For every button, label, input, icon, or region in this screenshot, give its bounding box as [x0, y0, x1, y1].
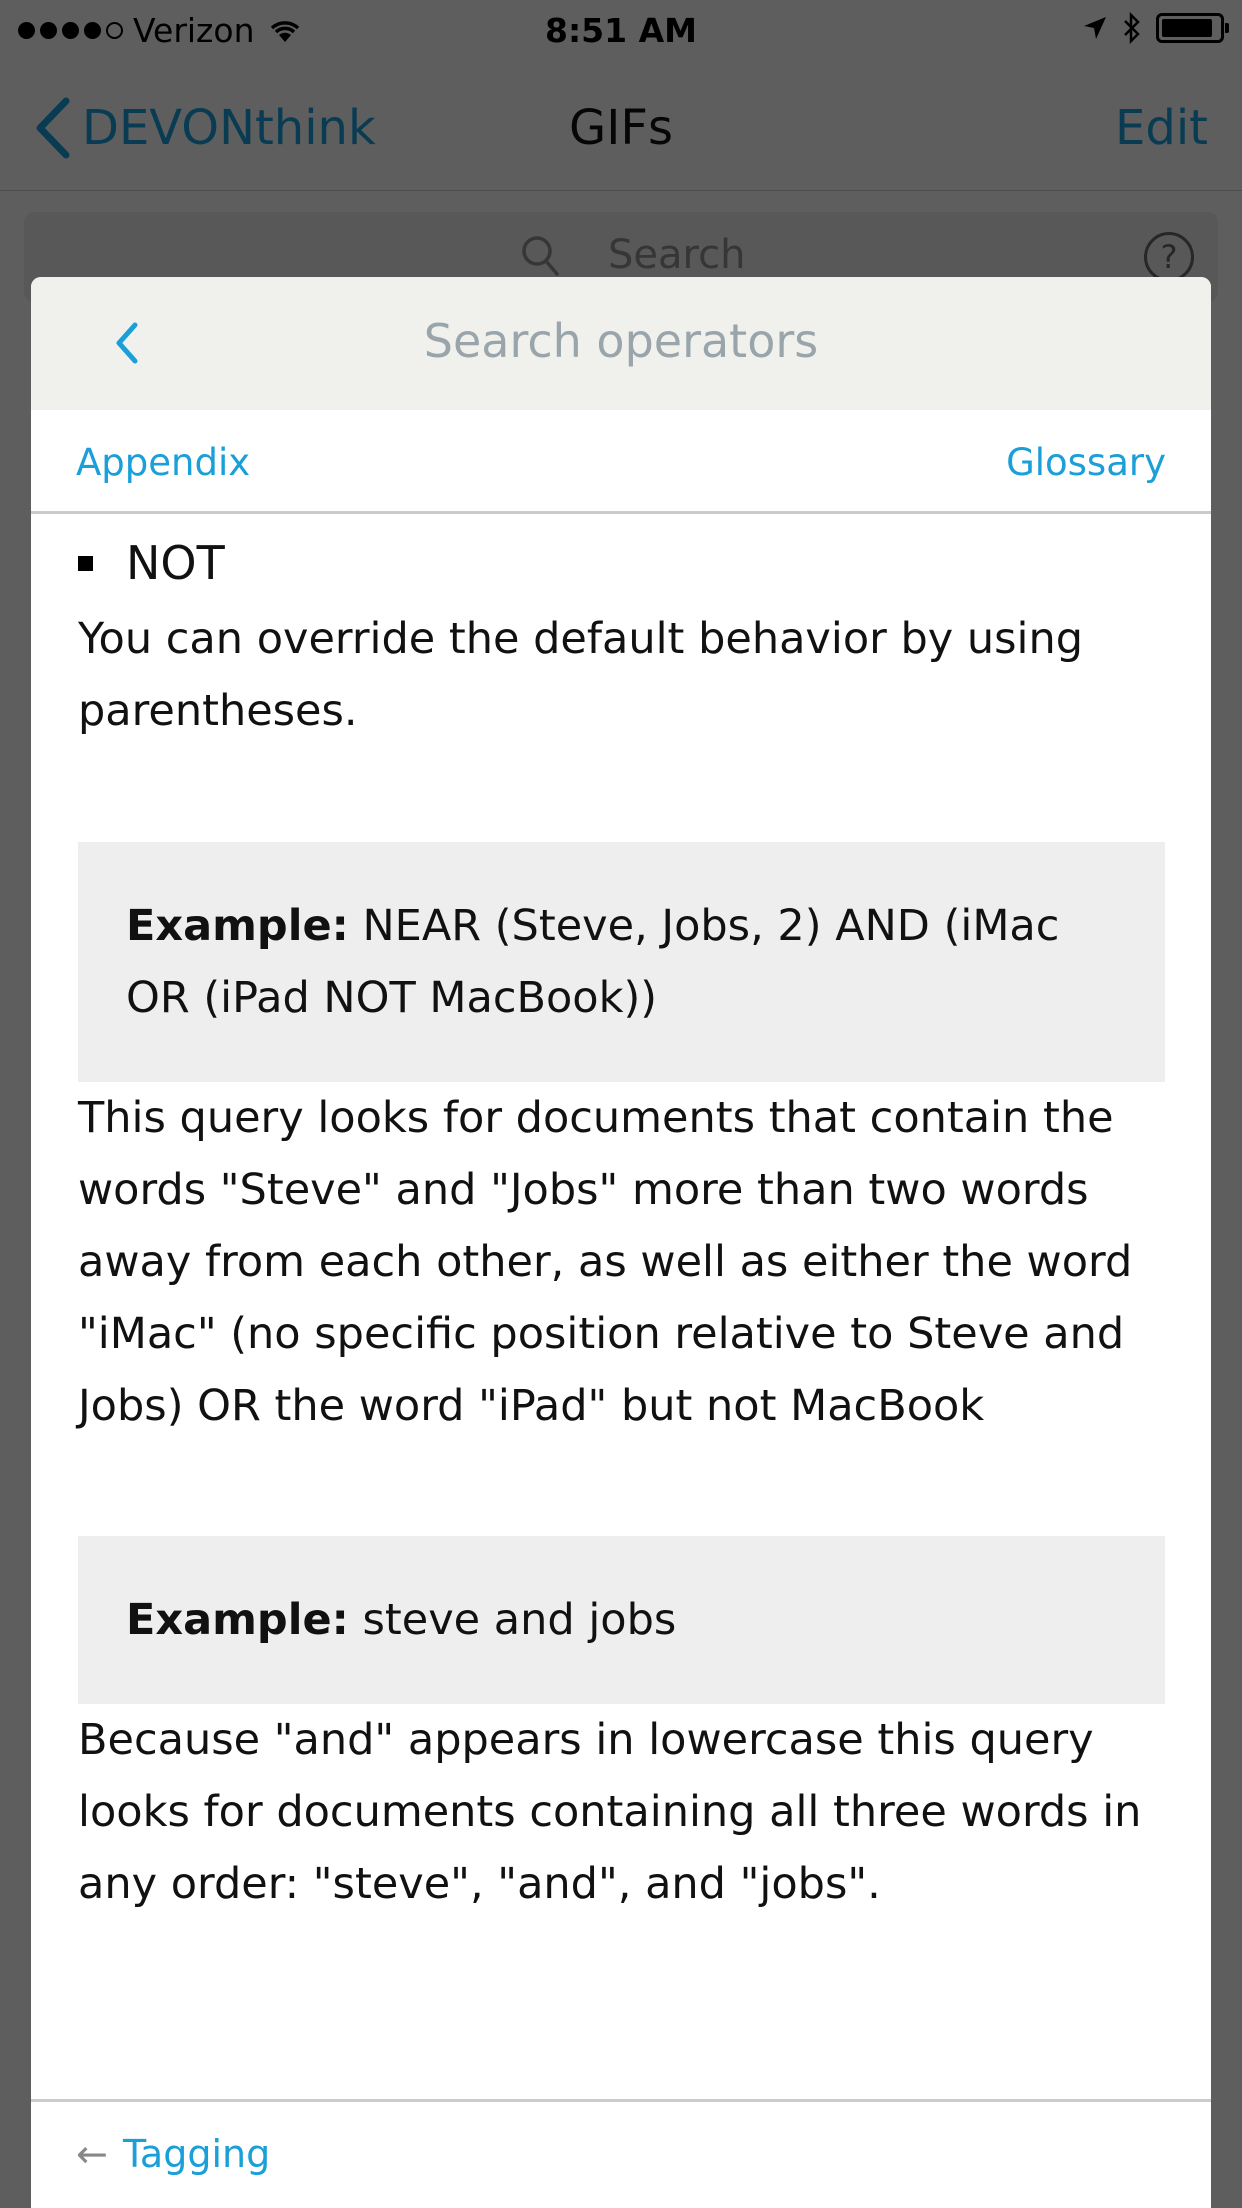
glossary-link[interactable]: Glossary	[1006, 441, 1166, 484]
list-item	[78, 536, 225, 590]
sheet-title: Search operators	[423, 314, 819, 368]
example-text: steve and jobs	[348, 1595, 677, 1645]
example-box	[78, 1536, 1165, 1704]
paragraph: Because "and" appears in lowercase this query looks for documents containing all three words in any order: "steve", "and", and "jobs".	[78, 1715, 1142, 1909]
sheet-content[interactable]	[31, 514, 1211, 2208]
help-sheet	[31, 277, 1211, 2208]
example-box	[78, 842, 1165, 1082]
appendix-link[interactable]: Appendix	[76, 441, 251, 484]
sheet-link-bar	[31, 410, 1211, 514]
example-text: NEAR (Steve, Jobs, 2) AND (iMac OR (iPad NOT MacBook))	[126, 901, 1060, 1023]
bullet-square-icon	[78, 556, 93, 571]
example-label: Example:	[126, 901, 349, 951]
paragraph: This query looks for documents that contain the words "Steve" and "Jobs" more than two words away from each other, as well as either the word "iMac" (no specific position relative to Steve and Jobs) OR the word "iPad" but not MacBook	[78, 1093, 1133, 1431]
sheet-footer	[31, 2099, 1211, 2208]
tagging-link[interactable]: Tagging	[123, 2132, 271, 2176]
sheet-header	[31, 277, 1211, 410]
list-item-label: NOT	[126, 536, 225, 590]
example-label: Example:	[126, 1595, 349, 1645]
paragraph: You can override the default behavior by using parentheses.	[78, 614, 1084, 736]
left-arrow-icon: ←	[76, 2132, 108, 2176]
